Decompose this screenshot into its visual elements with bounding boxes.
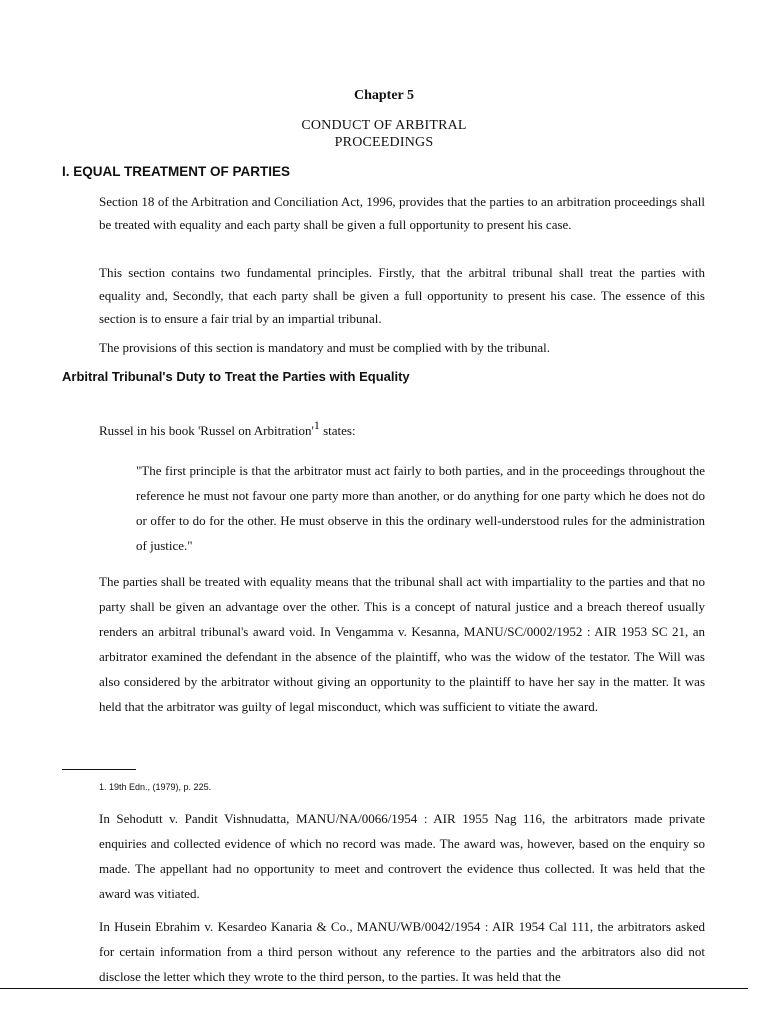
paragraph-principles: This section contains two fundamental principles. Firstly, that the arbitral tribunal shall treat the parties with equality and, Secondly, that each party shall be given a full opportunity to present his case. The essence of this section is to ensure a fair trial by an impartial tribunal. [99,265,705,326]
footnote-reference: 1 [313,418,320,432]
page-bottom-divider [0,988,748,989]
paragraph-husein: In Husein Ebrahim v. Kesardeo Kanaria & Co., MANU/WB/0042/1954 : AIR 1954 Cal 111, the arbitrators asked for certain information from a third person without any reference to the parties and the arbitrators also did not disclose the letter which they wrote to the third person, to the parties. It was held that the [99,919,705,984]
footnote: 1. 19th Edn., (1979), p. 225. [99,782,212,792]
paragraph-equality: The parties shall be treated with equality means that the tribunal shall act with impartiality to the parties and that no party shall be given an advantage over the other. This is a concept of natural justice and a breach thereof usually renders an arbitral tribunal's award void. In Vengamma v. Kesanna, MANU/SC/0002/1952 : AIR 1953 SC 21, an arbitrator examined the defendant in the absence of the plaintiff, who was the widow of the testator. The Will was also considered by the arbitrator without giving an opportunity to the plaintiff to have her say in the matter. It was held that the arbitrator was guilty of legal misconduct, which was sufficient to vitiate the award. [99,574,705,714]
subheading-duty: Arbitral Tribunal's Duty to Treat the Parties with Equality [62,369,410,384]
chapter-title-line-1: CONDUCT OF ARBITRAL [301,118,467,133]
section-heading: I. EQUAL TREATMENT OF PARTIES [62,164,291,179]
paragraph-sehodutt: In Sehodutt v. Pandit Vishnudatta, MANU/NA/0066/1954 : AIR 1955 Nag 116, the arbitrators made private enquiries and collected evidence of which no record was made. The award was, however, based on the enquiry so made. The appellant had no opportunity to meet and controvert the evidence thus collected. It was held that the award was vitiated. [99,811,705,901]
russel-text: Russel in his book 'Russel on Arbitration' [99,423,314,438]
paragraph-russel [99,414,705,442]
block-quote: "The first principle is that the arbitrator must act fairly to both parties, and in the proceedings throughout the reference he must not favour one party more than another, or do anything for one party which he does not do or offer to do for the other. He must observe in this the ordinary well-understood rules for the administration of justice." [136,463,705,553]
footnote-divider [62,769,136,770]
paragraph-section-18: Section 18 of the Arbitration and Conciliation Act, 1996, provides that the parties to an arbitration proceedings shall be treated with equality and each party shall be given a full opportunity to present his case. [99,194,705,232]
chapter-title-line-2: PROCEEDINGS [334,135,434,150]
russel-text-end: states: [319,423,356,438]
chapter-heading: Chapter 5 [353,88,415,103]
paragraph-mandatory: The provisions of this section is mandatory and must be complied with by the tribunal. [99,340,550,355]
